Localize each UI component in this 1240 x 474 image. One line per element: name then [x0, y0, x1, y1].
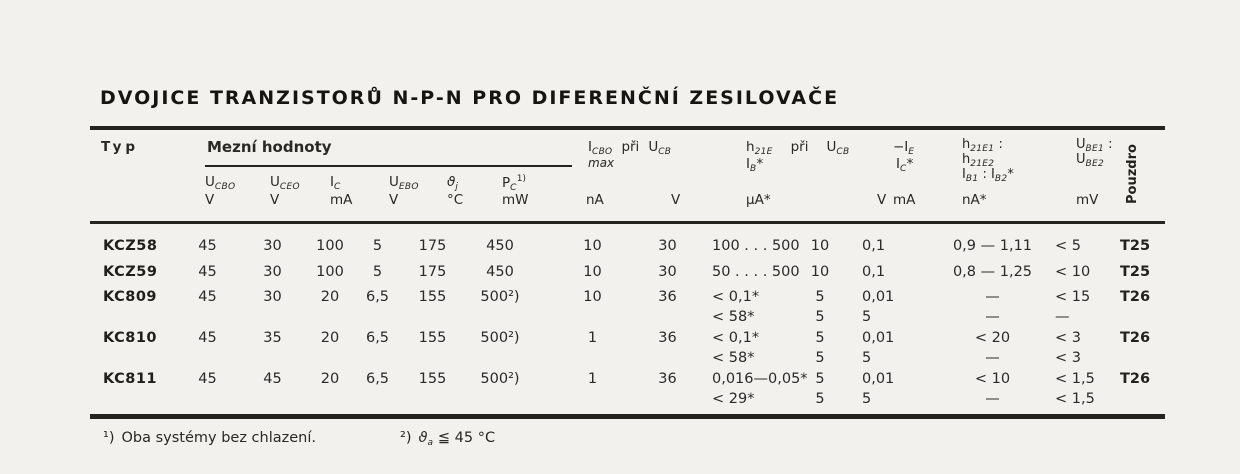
- col-header-ie-ic: $I_C*$: [896, 156, 914, 174]
- col-unit-theta-j: °C: [447, 192, 464, 208]
- col-unit-ic: mA: [330, 192, 353, 208]
- col-unit-uceo: V: [270, 192, 280, 208]
- cell-h21-ratio: — —: [985, 289, 1000, 325]
- page-title: DVOJICE TRANZISTORŮ N-P-N PRO DIFERENČNÍ ZESILOVAČE: [100, 87, 840, 109]
- cell-typ: KCZ59: [103, 264, 158, 280]
- cell-ucbo: 45: [198, 264, 217, 280]
- cell-uceo: 35: [263, 330, 282, 346]
- col-header-uebo: $U_{EBO}$: [389, 174, 419, 192]
- cell-ic: 100: [316, 238, 344, 254]
- table-row: [90, 369, 1200, 413]
- cell-theta-j: 155: [418, 289, 447, 305]
- col-unit-icbo: nA: [586, 192, 604, 208]
- cell-pc: 500²): [480, 371, 520, 387]
- col-header-h21-ratio-line2: $h_{21E2}$: [962, 152, 995, 169]
- col-unit-ucbo: V: [205, 192, 215, 208]
- col-unit-h21-ratio: nA*: [962, 192, 987, 208]
- cell-h21-ratio: < 10 —: [974, 371, 1011, 407]
- cell-ucb2: 10: [810, 238, 830, 254]
- table-top-rule: [90, 126, 1165, 130]
- table-bottom-rule: [90, 414, 1165, 419]
- cell-typ: KC810: [103, 330, 157, 346]
- cell-ucb1: 36: [658, 330, 677, 346]
- cell-pouzdro: T25: [1120, 264, 1151, 280]
- cell-h21e: 0,016—0,05* < 29*: [712, 371, 808, 407]
- cell-h21-ratio: 0,8 — 1,25: [952, 264, 1033, 280]
- cell-ucbo: 45: [198, 289, 217, 305]
- cell-h21e: 100 . . . 500: [712, 238, 800, 254]
- cell-ucb2: 5 5: [815, 371, 825, 407]
- col-header-h21-ratio-line1: $h_{21E1}$ :: [962, 137, 1003, 154]
- cell-ube: < 5: [1055, 238, 1081, 254]
- cell-uebo: 6,5: [365, 371, 390, 387]
- cell-pouzdro: T26: [1120, 371, 1151, 387]
- col-header-ic: $I_C$: [330, 174, 341, 192]
- cell-typ: KC809: [103, 289, 157, 305]
- cell-ucb2: 5 5: [815, 289, 825, 325]
- cell-pouzdro: T26: [1120, 330, 1151, 346]
- col-unit-ucb1: V: [671, 192, 681, 208]
- cell-h21-ratio: < 20 —: [974, 330, 1011, 366]
- col-unit-pc: mW: [502, 192, 529, 208]
- cell-uebo: 5: [372, 238, 383, 254]
- cell-ie: 0,1: [862, 264, 886, 280]
- cell-uebo: 6,5: [365, 330, 390, 346]
- cell-ic: 100: [316, 264, 344, 280]
- group-underline: [205, 165, 572, 167]
- col-header-h21e: $h_{21E}$ při $U_{CB}$: [746, 139, 850, 157]
- cell-icbo: 1: [587, 371, 598, 387]
- cell-ic: 20: [320, 371, 340, 387]
- cell-pc: 500²): [480, 330, 520, 346]
- col-group-mezni-hodnoty: Mezní hodnoty: [207, 138, 332, 156]
- cell-ucb2: 10: [810, 264, 830, 280]
- cell-ie: 0,01 5: [862, 289, 895, 325]
- col-header-ib-ratio: $I_{B1}$ : $I_{B2}*$: [962, 167, 1014, 184]
- cell-typ: KCZ58: [103, 238, 158, 254]
- cell-h21e: 50 . . . . 500: [712, 264, 800, 280]
- cell-ucb2: 5 5: [815, 330, 825, 366]
- cell-h21e: < 0,1* < 58*: [712, 289, 760, 325]
- col-header-pc: $P_C^{1)}$: [502, 174, 526, 193]
- cell-icbo: 10: [583, 264, 602, 280]
- col-unit-h21e: μA*: [746, 192, 771, 208]
- col-header-ube-line1: $U_{BE1}$ :: [1076, 137, 1113, 154]
- cell-ube: < 3 < 3: [1055, 330, 1081, 366]
- cell-uceo: 45: [263, 371, 282, 387]
- cell-theta-j: 155: [418, 371, 447, 387]
- cell-theta-j: 155: [418, 330, 447, 346]
- cell-ucbo: 45: [198, 330, 217, 346]
- col-header-icbo-max: max: [588, 156, 615, 170]
- cell-theta-j: 175: [418, 238, 447, 254]
- cell-pc: 500²): [480, 289, 520, 305]
- col-unit-uebo: V: [389, 192, 399, 208]
- table-row: [90, 287, 1200, 331]
- cell-theta-j: 175: [418, 264, 447, 280]
- col-unit-ucb2: V: [877, 192, 887, 208]
- col-unit-ie: mA: [893, 192, 916, 208]
- cell-ucbo: 45: [198, 238, 217, 254]
- cell-uceo: 30: [263, 238, 282, 254]
- col-unit-ube: mV: [1076, 192, 1099, 208]
- col-header-uceo: $U_{CEO}$: [270, 174, 300, 192]
- col-header-h21e-ib: $I_B*$: [746, 156, 764, 174]
- cell-h21e: < 0,1* < 58*: [712, 330, 760, 366]
- cell-typ: KC811: [103, 371, 157, 387]
- cell-ucb1: 36: [658, 289, 677, 305]
- table-row: [90, 328, 1200, 372]
- footnote-2: ²) $ϑ_a$ ≦ 45 °C: [400, 430, 496, 448]
- col-header-pouzdro: Pouzdro: [1125, 144, 1140, 204]
- cell-icbo: 10: [583, 289, 602, 305]
- footnote-1: ¹) Oba systémy bez chlazení.: [103, 430, 316, 446]
- cell-ic: 20: [320, 330, 340, 346]
- col-header-theta-j: $ϑ_j$: [447, 174, 459, 192]
- cell-ucb1: 36: [658, 371, 677, 387]
- cell-icbo: 1: [587, 330, 598, 346]
- cell-ie: 0,1: [862, 238, 886, 254]
- cell-pouzdro: T25: [1120, 238, 1151, 254]
- cell-ube: < 1,5 < 1,5: [1055, 371, 1095, 407]
- cell-uceo: 30: [263, 289, 282, 305]
- cell-ic: 20: [320, 289, 340, 305]
- cell-ube: < 10: [1055, 264, 1091, 280]
- cell-h21-ratio: 0,9 — 1,11: [952, 238, 1033, 254]
- cell-uebo: 6,5: [365, 289, 390, 305]
- cell-ube: < 15 —: [1055, 289, 1091, 325]
- cell-icbo: 10: [583, 238, 602, 254]
- cell-uebo: 5: [372, 264, 383, 280]
- cell-pc: 450: [486, 238, 514, 254]
- col-header-typ: Typ: [101, 139, 140, 155]
- col-header-ucbo: $U_{CBO}$: [205, 174, 236, 192]
- col-header-ube-line2: $U_{BE2}$: [1076, 152, 1105, 169]
- cell-uceo: 30: [263, 264, 282, 280]
- cell-ie: 0,01 5: [862, 371, 895, 407]
- col-header-icbo: $I_{CBO}$ při $U_{CB}$: [588, 139, 672, 157]
- header-bottom-rule: [90, 221, 1165, 224]
- cell-ucb1: 30: [658, 238, 677, 254]
- cell-ucb1: 30: [658, 264, 677, 280]
- cell-ie: 0,01 5: [862, 330, 895, 366]
- cell-ucbo: 45: [198, 371, 217, 387]
- cell-pouzdro: T26: [1120, 289, 1151, 305]
- cell-pc: 450: [486, 264, 514, 280]
- col-header-ie: $-I_E$: [893, 139, 915, 157]
